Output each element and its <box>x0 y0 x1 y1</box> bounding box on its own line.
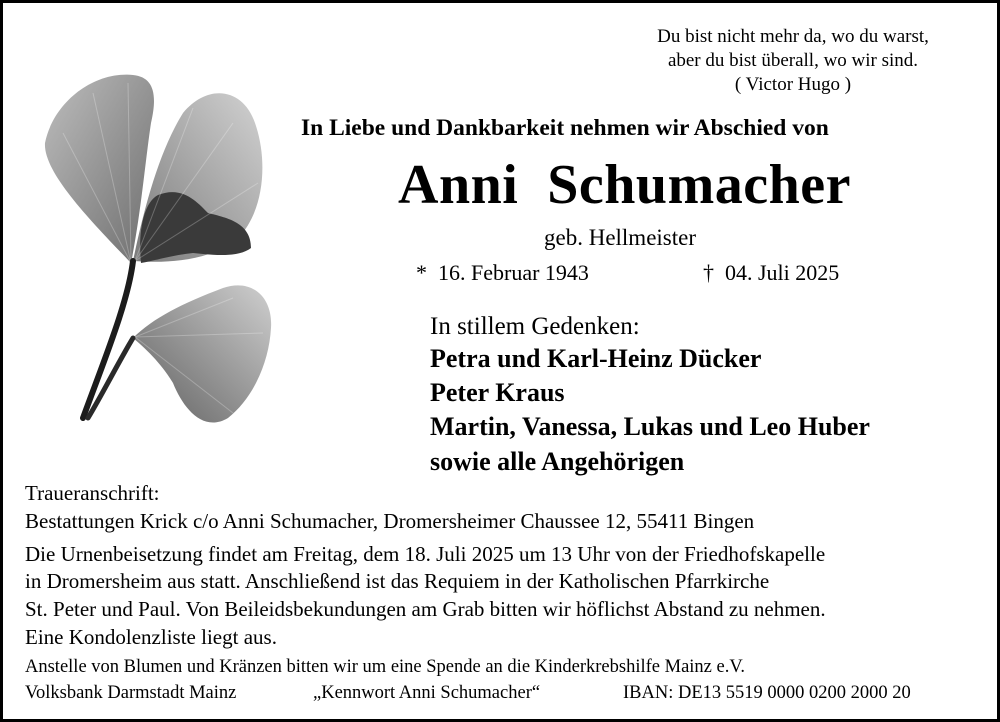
quote-author: ( Victor Hugo ) <box>734 74 852 95</box>
funeral-text-line: St. Peter und Paul. Von Beileidsbekundungen am Grab bitten wir höflichst Abstand zu nehmen. <box>25 597 826 621</box>
donation-bank: Volksbank Darmstadt Mainz <box>25 683 237 703</box>
quote-line: Du bist nicht mehr da, wo du warst, <box>657 26 929 47</box>
donation-text: Anstelle von Blumen und Kränzen bitten wir um eine Spende an die Kinderkrebshilfe Mainz e.V. <box>25 657 745 677</box>
mourning-heading: In stillem Gedenken: <box>430 313 640 340</box>
mourner: Martin, Vanessa, Lukas und Leo Huber <box>430 412 870 441</box>
mourner: Petra und Karl-Heinz Dücker <box>430 344 762 373</box>
quote-line: aber du bist überall, wo wir sind. <box>667 50 919 71</box>
intro-heading: In Liebe und Dankbarkeit nehmen wir Abschied von <box>301 115 829 141</box>
donation-iban: IBAN: DE13 5519 0000 0200 2000 20 <box>623 683 911 703</box>
address-label: Traueranschrift: <box>25 481 160 505</box>
mourner: sowie alle Angehörigen <box>430 447 685 476</box>
deceased-name: Anni Schumacher <box>398 154 851 216</box>
address-value: Bestattungen Krick c/o Anni Schumacher, Dromersheimer Chaussee 12, 55411 Bingen <box>25 509 755 533</box>
mourner: Peter Kraus <box>430 378 565 407</box>
funeral-text-line: Eine Kondolenzliste liegt aus. <box>25 625 277 649</box>
donation-keyword: „Kennwort Anni Schumacher“ <box>313 683 541 703</box>
funeral-text-line: in Dromersheim aus statt. Anschließend ist das Requiem in der Katholischen Pfarrkirche <box>25 569 770 593</box>
funeral-text-line: Die Urnenbeisetzung findet am Freitag, dem 18. Juli 2025 um 13 Uhr von der Friedhofskapelle <box>25 542 826 566</box>
quote <box>563 25 1000 97</box>
ginkgo-leaf-icon <box>33 63 283 438</box>
death-date: † 04. Juli 2025 <box>703 260 840 285</box>
maiden-name: geb. Hellmeister <box>544 225 697 250</box>
birth-date: * 16. Februar 1943 <box>416 260 589 285</box>
